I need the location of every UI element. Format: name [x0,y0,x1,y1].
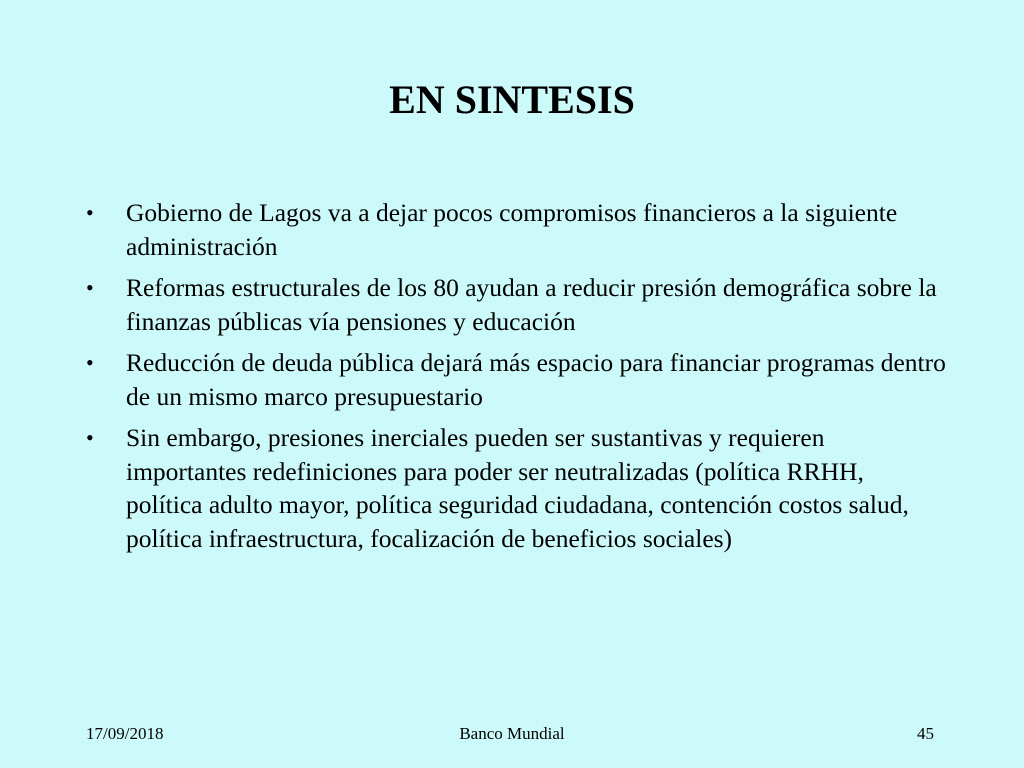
slide-title: EN SINTESIS [389,77,635,122]
bullet-icon: • [86,425,94,450]
footer-source: Banco Mundial [459,724,565,743]
bullet-item [86,346,946,413]
bullet-item [86,196,946,263]
bullet-text: Reformas estructurales de los 80 ayudan a reducir presión demográfica sobre la finanzas públicas vía pensiones y educación [126,273,937,336]
page-number: 45 [917,724,934,743]
footer-date: 17/09/2018 [86,724,164,743]
bullet-item [86,421,946,555]
bullet-list [86,196,946,563]
bullet-text: Reducción de deuda pública dejará más espacio para financiar programas dentro de un mismo marco presupuestario [126,348,946,411]
bullet-icon: • [86,350,94,375]
bullet-text: Sin embargo, presiones inerciales pueden ser sustantivas y requieren importantes redefiniciones para poder ser neutralizadas (política RRHH, política adulto mayor, política seguridad ciudadana, contención costos salud, política infraestructura, focalización de beneficios sociales) [126,423,909,553]
bullet-text: Gobierno de Lagos va a dejar pocos compromisos financieros a la siguiente administración [126,198,898,261]
bullet-item [86,271,946,338]
bullet-icon: • [86,200,94,225]
bullet-icon: • [86,275,94,300]
